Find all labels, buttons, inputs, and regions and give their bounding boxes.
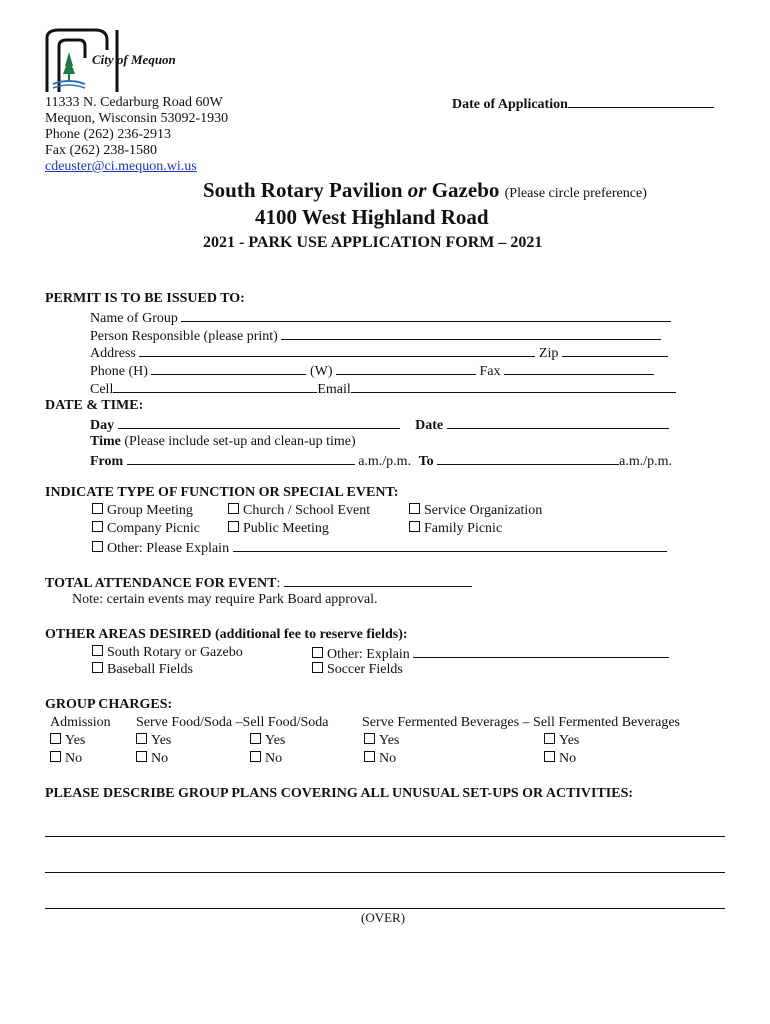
checkbox[interactable] — [312, 647, 323, 658]
person-responsible-field[interactable] — [281, 327, 661, 340]
checkbox — [92, 521, 103, 532]
attendance-heading: TOTAL ATTENDANCE FOR EVENT — [45, 576, 277, 591]
cell-row — [90, 380, 676, 398]
phone-row — [90, 362, 654, 380]
zip-label: Zip — [538, 346, 559, 361]
person-responsible-label: Person Responsible (please print) — [90, 329, 278, 344]
attendance-field[interactable] — [284, 574, 472, 587]
checkbox — [544, 733, 555, 744]
permit-heading: PERMIT IS TO BE ISSUED TO: — [45, 291, 245, 306]
checkbox — [364, 751, 375, 762]
area-option-soccer[interactable]: Soccer Fields — [312, 662, 403, 678]
phone-h-label: Phone (H) — [90, 364, 148, 379]
function-option-service-org[interactable]: Service Organization — [409, 503, 542, 519]
day-row — [90, 416, 669, 434]
checkbox — [92, 645, 103, 656]
fax-label: Fax — [479, 364, 501, 379]
other-explain-field[interactable] — [233, 539, 667, 552]
plans-line-1[interactable] — [45, 836, 725, 837]
over-note: (OVER) — [361, 910, 406, 925]
areas-heading: OTHER AREAS DESIRED (additional fee to reserve fields): — [45, 627, 408, 642]
checkbox — [364, 733, 375, 744]
checkbox — [312, 662, 323, 673]
page-title: South Rotary Pavilion or Gazebo (Please circle preference) — [203, 178, 647, 202]
location-address: 4100 West Highland Road — [255, 205, 489, 229]
time-note: (Please include set-up and clean-up time) — [124, 434, 356, 449]
address-phone: Phone (262) 236-2913 — [45, 127, 171, 142]
checkbox — [544, 751, 555, 762]
sell-food-no[interactable]: No — [250, 751, 282, 767]
email-link[interactable]: cdeuster@ci.mequon.wi.us — [45, 159, 197, 174]
function-option-company-picnic[interactable]: Company Picnic — [92, 521, 200, 537]
from-to-row — [90, 452, 672, 470]
phone-h-field[interactable] — [151, 362, 306, 375]
function-option-public-meeting[interactable]: Public Meeting — [228, 521, 329, 537]
time-row — [90, 434, 356, 450]
area-other-field[interactable] — [413, 645, 669, 658]
checkbox — [92, 503, 103, 514]
checkbox — [228, 521, 239, 532]
sell-food-yes[interactable]: Yes — [250, 733, 285, 749]
date-label: Date — [415, 418, 444, 433]
name-of-group-row — [90, 309, 671, 327]
admission-yes[interactable]: Yes — [50, 733, 85, 749]
checkbox — [50, 751, 61, 762]
email-field[interactable] — [351, 380, 676, 393]
address-fax: Fax (262) 238-1580 — [45, 143, 157, 158]
checkbox — [228, 503, 239, 514]
to-label: To — [418, 454, 434, 469]
phone-w-label: (W) — [309, 364, 333, 379]
datetime-heading: DATE & TIME: — [45, 398, 144, 413]
date-field[interactable] — [447, 416, 669, 429]
plans-heading: PLEASE DESCRIBE GROUP PLANS COVERING ALL UNUSUAL SET-UPS OR ACTIVITIES: — [45, 786, 634, 801]
function-option-church-school[interactable]: Church / School Event — [228, 503, 370, 519]
serve-food-header: Serve Food/Soda –Sell Food/Soda — [136, 715, 329, 730]
phone-w-field[interactable] — [336, 362, 476, 375]
date-of-application-field[interactable] — [568, 95, 714, 108]
attendance-row: TOTAL ATTENDANCE FOR EVENT: — [45, 574, 472, 592]
area-option-other: Other: Explain — [312, 645, 669, 663]
address-row — [90, 344, 668, 362]
email-label: Email — [317, 382, 351, 397]
from-field[interactable] — [127, 452, 355, 465]
name-of-group-label: Name of Group — [90, 311, 178, 326]
area-option-south-rotary[interactable]: South Rotary or Gazebo — [92, 645, 243, 661]
checkbox — [136, 733, 147, 744]
cell-field[interactable] — [113, 380, 317, 393]
checkbox — [250, 751, 261, 762]
area-option-baseball[interactable]: Baseball Fields — [92, 662, 193, 678]
from-ampm: a.m./p.m. — [358, 454, 412, 469]
serve-food-yes[interactable]: Yes — [136, 733, 171, 749]
sell-fermented-yes[interactable]: Yes — [544, 733, 579, 749]
cell-label: Cell — [90, 382, 114, 397]
person-responsible-row — [90, 327, 661, 345]
function-option-other: Other: Please Explain — [92, 539, 667, 557]
checkbox — [250, 733, 261, 744]
time-label: Time — [90, 434, 121, 449]
attendance-note: Note: certain events may require Park Board approval. — [72, 592, 378, 607]
address-line1: 11333 N. Cedarburg Road 60W — [45, 95, 223, 110]
checkbox — [92, 662, 103, 673]
circle-preference-note: (Please circle preference) — [504, 186, 647, 201]
admission-header: Admission — [50, 715, 111, 730]
checkbox — [409, 503, 420, 514]
function-option-family-picnic[interactable]: Family Picnic — [409, 521, 502, 537]
serve-fermented-no[interactable]: No — [364, 751, 396, 767]
address-line2: Mequon, Wisconsin 53092-1930 — [45, 111, 229, 126]
date-of-application — [452, 95, 714, 113]
address-field[interactable] — [139, 344, 535, 357]
form-title: 2021 - PARK USE APPLICATION FORM – 2021 — [203, 234, 543, 251]
checkbox — [50, 733, 61, 744]
serve-fermented-yes[interactable]: Yes — [364, 733, 399, 749]
name-of-group-field[interactable] — [181, 309, 671, 322]
serve-food-no[interactable]: No — [136, 751, 168, 767]
zip-field[interactable] — [562, 344, 668, 357]
checkbox — [136, 751, 147, 762]
function-option-group-meeting[interactable]: Group Meeting — [92, 503, 193, 519]
charges-heading: GROUP CHARGES: — [45, 697, 173, 712]
from-label: From — [90, 454, 124, 469]
to-field[interactable] — [437, 452, 619, 465]
plans-line-3[interactable] — [45, 908, 725, 909]
logo-text: City of Mequon — [92, 52, 176, 67]
plans-line-2[interactable] — [45, 872, 725, 873]
day-field[interactable] — [118, 416, 400, 429]
address-label: Address — [90, 346, 136, 361]
sell-fermented-no[interactable]: No — [544, 751, 576, 767]
fermented-header: Serve Fermented Beverages – Sell Fermented Beverages — [362, 715, 681, 730]
day-label: Day — [90, 418, 115, 433]
to-ampm: a.m./p.m. — [619, 454, 673, 469]
function-heading: INDICATE TYPE OF FUNCTION OR SPECIAL EVENT: — [45, 485, 399, 500]
admission-no[interactable]: No — [50, 751, 82, 767]
date-of-application-label: Date of Application — [452, 97, 568, 112]
fax-field[interactable] — [504, 362, 654, 375]
checkbox[interactable] — [92, 541, 103, 552]
checkbox — [409, 521, 420, 532]
